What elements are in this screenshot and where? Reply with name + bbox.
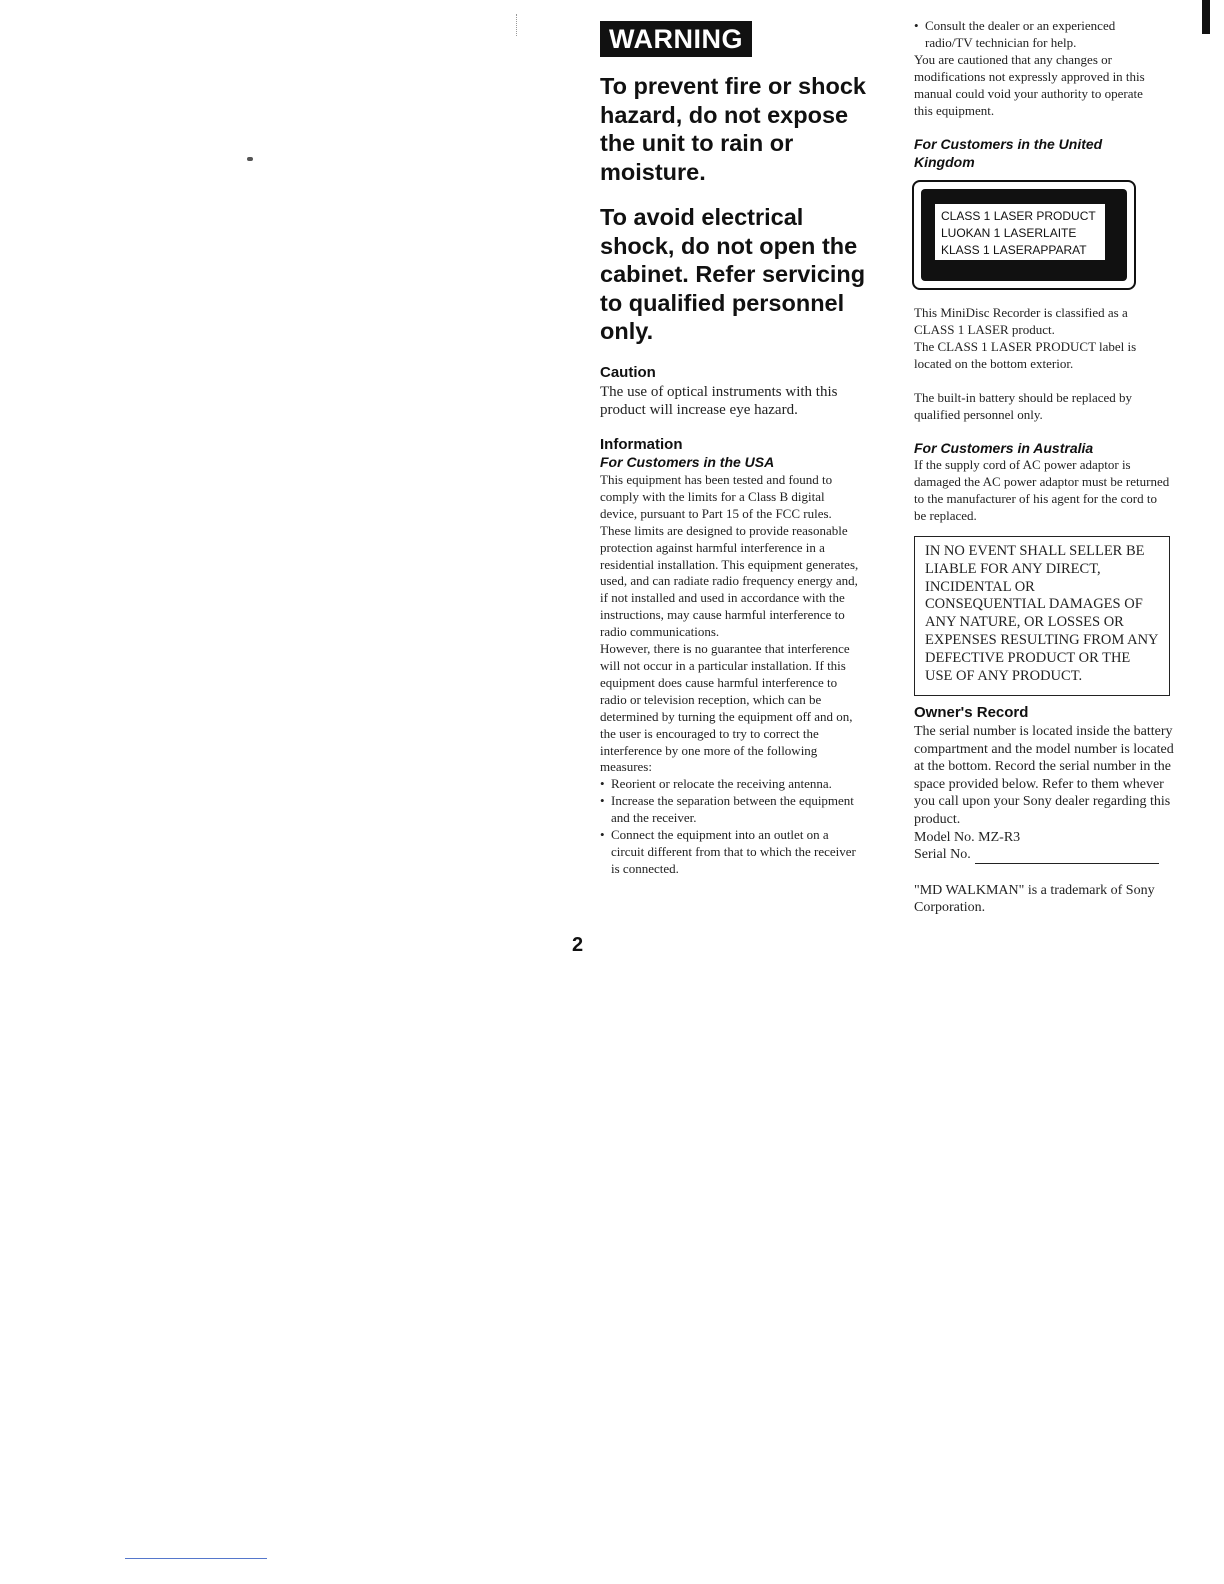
serial-label: Serial No. xyxy=(914,847,971,863)
fire-hazard-heading: To prevent fire or shock hazard, do not expose the unit to rain or moisture. xyxy=(600,73,866,185)
owners-record-text: The serial number is located inside the battery compartment and the model number is located at the bottom. Record the serial number in the space provided below. Refer to them whever you call upon your Sony dealer regarding this product. xyxy=(914,724,1174,827)
fcc-continued xyxy=(914,18,1164,119)
scan-mark-top xyxy=(516,14,519,36)
measures-list-continued xyxy=(914,18,1164,52)
list-item: • Reorient or relocate the receiving antenna. xyxy=(600,776,862,793)
interference-paragraph: However, there is no guarantee that interference will not occur in a particular installation. If this equipment does cause harmful interference to radio or television reception, which can be determined by turning the equipment off and on, the user is encouraged to try to correct the interference by one more of the following measures: xyxy=(600,641,853,775)
laser-label-frame xyxy=(912,180,1136,290)
information-section xyxy=(600,436,862,878)
trademark-note: "MD WALKMAN" is a trademark of Sony Corporation. xyxy=(914,882,1155,916)
serial-line xyxy=(914,846,1174,864)
owners-record-title: Owner's Record xyxy=(914,704,1029,721)
uk-section xyxy=(914,305,1169,423)
laser-label-location: The CLASS 1 LASER PRODUCT label is located on the bottom exterior. xyxy=(914,338,1137,371)
list-item: • Increase the separation between the equipment and the receiver. xyxy=(600,793,862,827)
model-line xyxy=(914,829,1174,847)
measures-list xyxy=(600,776,862,877)
laser-label-line: CLASS 1 LASER PRODUCT xyxy=(941,209,1096,223)
australia-section xyxy=(914,440,1170,525)
disclaimer-box: IN NO EVENT SHALL SELLER BE LIABLE FOR ANY DIRECT, INCIDENTAL OR CONSEQUENTIAL DAMAGES OF ANY NATURE, OR LOSSES OR EXPENSES RESULTING FROM ANY DEFECTIVE PRODUCT OR THE USE OF ANY PRODUCT. xyxy=(914,536,1170,696)
page-number: 2 xyxy=(572,934,584,956)
scan-edge-mark xyxy=(1202,0,1210,34)
owners-record-section xyxy=(914,704,1174,917)
serial-blank xyxy=(975,863,1159,864)
uk-heading: For Customers in the United Kingdom xyxy=(914,136,1103,170)
laser-label xyxy=(935,204,1105,260)
australia-text: If the supply cord of AC power adaptor is damaged the AC power adaptor must be returned to the manufacturer of his agent for the cord to be replaced. xyxy=(914,457,1170,523)
caution-title: Caution xyxy=(600,364,656,381)
scan-mark-left xyxy=(247,157,253,161)
laser-label-line: KLASS 1 LASERAPPARAT xyxy=(941,243,1087,257)
list-item: • Consult the dealer or an experienced radio/TV technician for help. xyxy=(914,18,1164,52)
model-value: MZ-R3 xyxy=(978,829,1021,845)
model-label: Model No. xyxy=(914,829,975,845)
caution-section xyxy=(600,364,860,419)
scan-bottom-line xyxy=(125,1558,267,1559)
laser-classification: This MiniDisc Recorder is classified as a CLASS 1 LASER product. xyxy=(914,305,1128,337)
list-item: • Connect the equipment into an outlet on a circuit different from that to which the receiver is connected. xyxy=(600,827,862,878)
caution-text: The use of optical instruments with this product will increase eye hazard. xyxy=(600,384,838,418)
changes-caution: You are cautioned that any changes or modifications not expressly approved in this manual could void your authority to operate this equipment. xyxy=(914,51,1145,118)
warning-badge: WARNING xyxy=(600,21,752,57)
information-title: Information xyxy=(600,436,683,453)
laser-label-line: LUOKAN 1 LASERLAITE xyxy=(941,226,1077,240)
battery-note: The built-in battery should be replaced by qualified personnel only. xyxy=(914,389,1133,422)
shock-heading: To avoid electrical shock, do not open the cabinet. Refer servicing to qualified personnel only. xyxy=(600,204,866,344)
fcc-paragraph: This equipment has been tested and found to comply with the limits for a Class B digital device, pursuant to Part 15 of the FCC rules. These limits are designed to provide reasonable protection against harmful interference in a residential installation. This equipment generates, used, and can radiate radio frequency energy and, if not installed and used in accordance with the instructions, may cause harmful interference to radio communications. xyxy=(600,472,859,640)
usa-heading: For Customers in the USA xyxy=(600,454,775,470)
australia-heading: For Customers in Australia xyxy=(914,440,1094,456)
